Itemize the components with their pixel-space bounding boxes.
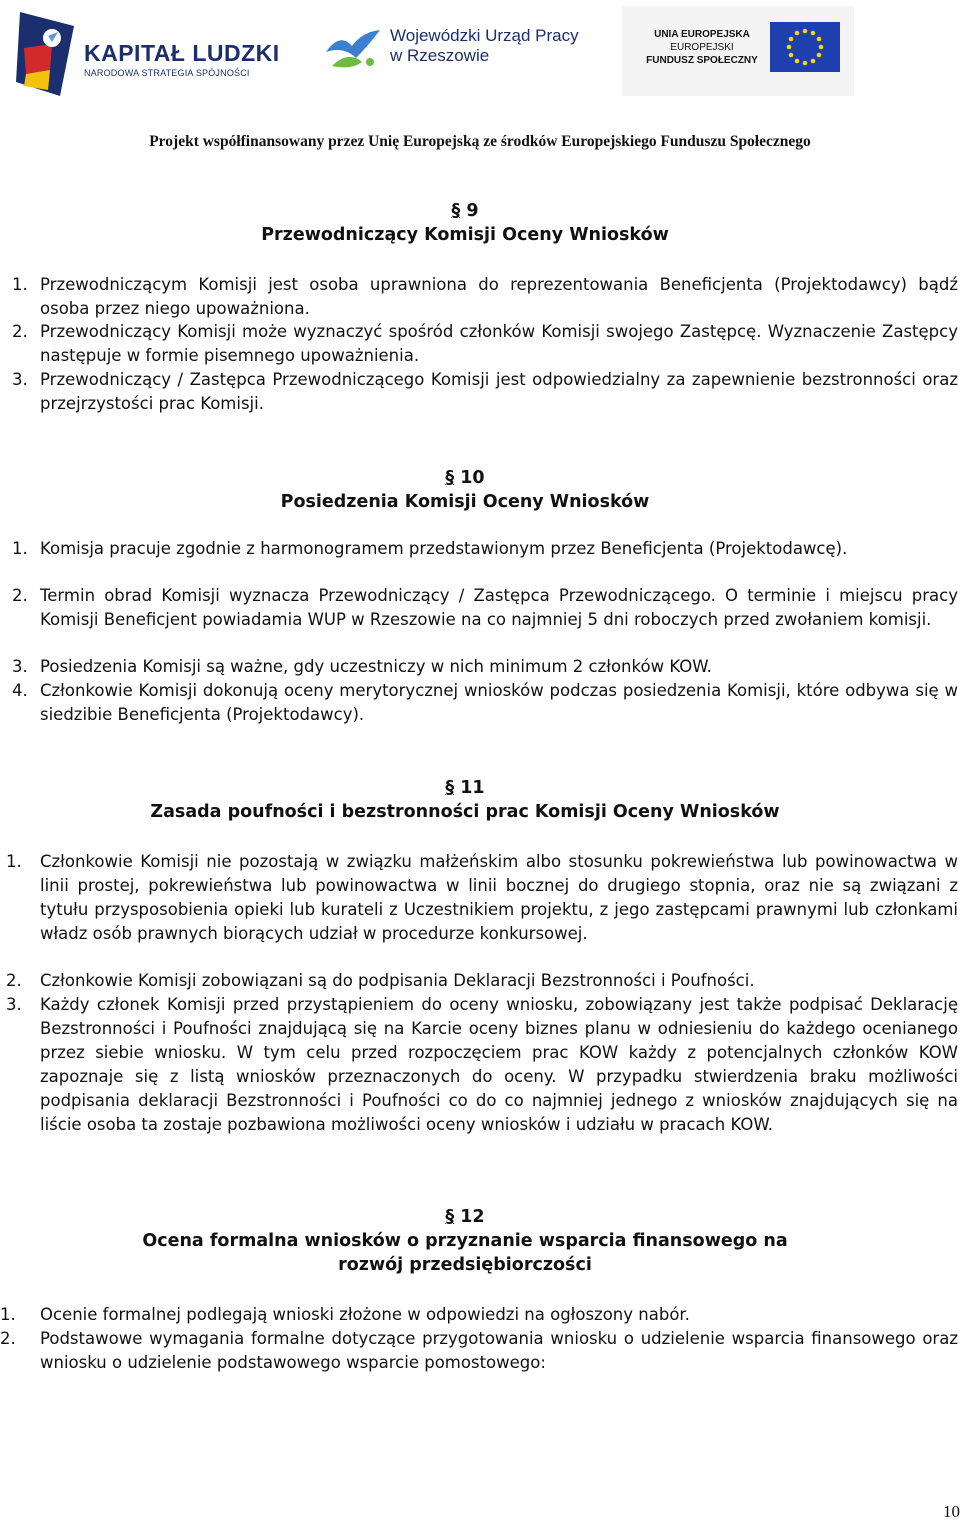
kapital-ludzki-emblem-icon (12, 8, 82, 98)
list-item-text: Przewodniczący / Zastępca Przewodniczącego Komisji jest odpowiedzialny za zapewnienie bezstronności oraz przejrzystości prac Komisji. (40, 370, 958, 413)
section-11-number: § 11 (445, 778, 485, 798)
list-item-text: Posiedzenia Komisji są ważne, gdy uczestniczy w nich minimum 2 członków KOW. (40, 657, 712, 676)
wup-emblem-icon (322, 22, 384, 78)
ue-line2: EUROPEJSKI (670, 42, 734, 53)
list-item-text: Termin obrad Komisji wyznacza Przewodniczący / Zastępca Przewodniczącego. O terminie i miejscu pracy Komisji Beneficjent powiadamia WUP w Rzeszowie na co najmniej 5 dni roboczych przed zwołaniem komisji. (40, 586, 958, 629)
section-9-number: § 9 (451, 201, 479, 221)
section-symbol: § (445, 778, 455, 798)
list-item-number: 2. (12, 586, 28, 605)
list-item-number: 3. (12, 370, 28, 389)
section-12-title-line1: Ocena formalna wniosków o przyznanie wsparcia finansowego na (142, 1231, 788, 1251)
kapital-ludzki-logo (12, 8, 282, 100)
section-11-title: Zasada poufności i bezstronności prac Komisji Oceny Wniosków (150, 802, 780, 822)
list-item-number: 2. (0, 1329, 16, 1348)
kapital-ludzki-title: KAPITAŁ LUDZKI (84, 40, 280, 66)
wup-text (390, 26, 600, 66)
list-item-number: 1. (12, 275, 28, 294)
list-item-number: 3. (12, 657, 28, 676)
list-item-text: Przewodniczący Komisji może wyznaczyć spośród członków Komisji swojego Zastępcę. Wyznaczenie Zastępcy następuje w formie pisemnego upoważnienia. (40, 322, 958, 365)
eu-flag-icon (770, 22, 840, 72)
logo-bar (0, 0, 960, 105)
section-12-title-line2: rozwój przedsiębiorczości (338, 1255, 592, 1275)
ue-text (644, 28, 760, 67)
list-item-text: Przewodniczącym Komisji jest osoba uprawniona do reprezentowania Beneficjenta (Projektodawcy) bądź osoba przez niego upoważniona. (40, 275, 958, 318)
list-item-number: 3. (6, 995, 22, 1014)
list-item-text: Członkowie Komisji dokonują oceny merytorycznej wniosków podczas posiedzenia Komisji, które odbywa się w siedzibie Beneficjenta (Projektodawcy). (40, 681, 958, 724)
section-10-number: § 10 (445, 468, 485, 488)
ue-line3: FUNDUSZ SPOŁECZNY (646, 55, 758, 66)
list-item-number: 4. (12, 681, 28, 700)
wup-line2: w Rzeszowie (390, 46, 490, 65)
ue-line1: UNIA EUROPEJSKA (654, 29, 750, 40)
wup-logo (322, 20, 592, 82)
section-9-title: Przewodniczący Komisji Oceny Wniosków (261, 225, 669, 245)
list-item-number: 2. (6, 971, 22, 990)
kapital-ludzki-subtitle: NARODOWA STRATEGIA SPÓJNOŚCI (84, 68, 250, 78)
list-item-text: Komisja pracuje zgodnie z harmonogramem przedstawionym przez Beneficjenta (Projektodawcę). (40, 539, 848, 558)
list-item-number: 2. (12, 322, 28, 341)
list-item-text: Członkowie Komisji zobowiązani są do podpisania Deklaracji Bezstronności i Poufności. (40, 971, 755, 990)
list-item-number: 1. (6, 852, 22, 871)
list-item-text: Każdy członek Komisji przed przystąpieniem do oceny wniosku, zobowiązany jest także podpisać Deklarację Bezstronności i Poufności znajdującą się na Karcie oceny biznes planu w odniesieniu do każdego ocenianego przez siebie wniosku. W tym celu przed rozpoczęciem prac KOW każdy z potencjalnych członków KOW zapoznaje się z listą wniosków przeznaczonych do oceny. W przypadku stwierdzenia braku możliwości podpisania deklaracji Bezstronności i Poufności co do co najmniej jednego z wniosków znajdujących się na liście osoba ta zostaje pozbawiona możliwości oceny wniosków i udziału w pracach KOW. (40, 995, 958, 1134)
list-item-text: Podstawowe wymagania formalne dotyczące przygotowania wniosku o udzielenie wsparcia finansowego oraz wniosku o udzielenie podstawowego wsparcie pomostowego: (40, 1329, 958, 1372)
cofinancing-note: Projekt współfinansowany przez Unię Europejską ze środków Europejskiego Funduszu Społecznego (149, 133, 811, 150)
ue-logo (622, 6, 854, 96)
section-10-title: Posiedzenia Komisji Oceny Wniosków (280, 492, 650, 512)
list-item-number: 1. (0, 1305, 16, 1324)
page-number: 10 (943, 1502, 960, 1521)
section-symbol: § (445, 468, 455, 488)
list-item-number: 1. (12, 539, 28, 558)
section-12-number: § 12 (445, 1207, 485, 1227)
section-symbol: § (451, 201, 461, 221)
list-item-text: Ocenie formalnej podlegają wnioski złożone w odpowiedzi na ogłoszony nabór. (40, 1305, 690, 1324)
list-item-text: Członkowie Komisji nie pozostają w związku małżeńskim albo stosunku pokrewieństwa lub powinowactwa w linii prostej, pokrewieństwa lub powinowactwa w linii bocznej do drugiego stopnia, oraz nie są związani z tytułu przysposobienia opieki lub kurateli z Uczestnikiem projektu, z jego zastępcami prawnymi lub członkami władz osób prawnych biorących udział w procedurze konkursowej. (40, 852, 958, 943)
wup-line1: Wojewódzki Urząd Pracy (390, 26, 579, 45)
section-symbol: § (445, 1207, 455, 1227)
